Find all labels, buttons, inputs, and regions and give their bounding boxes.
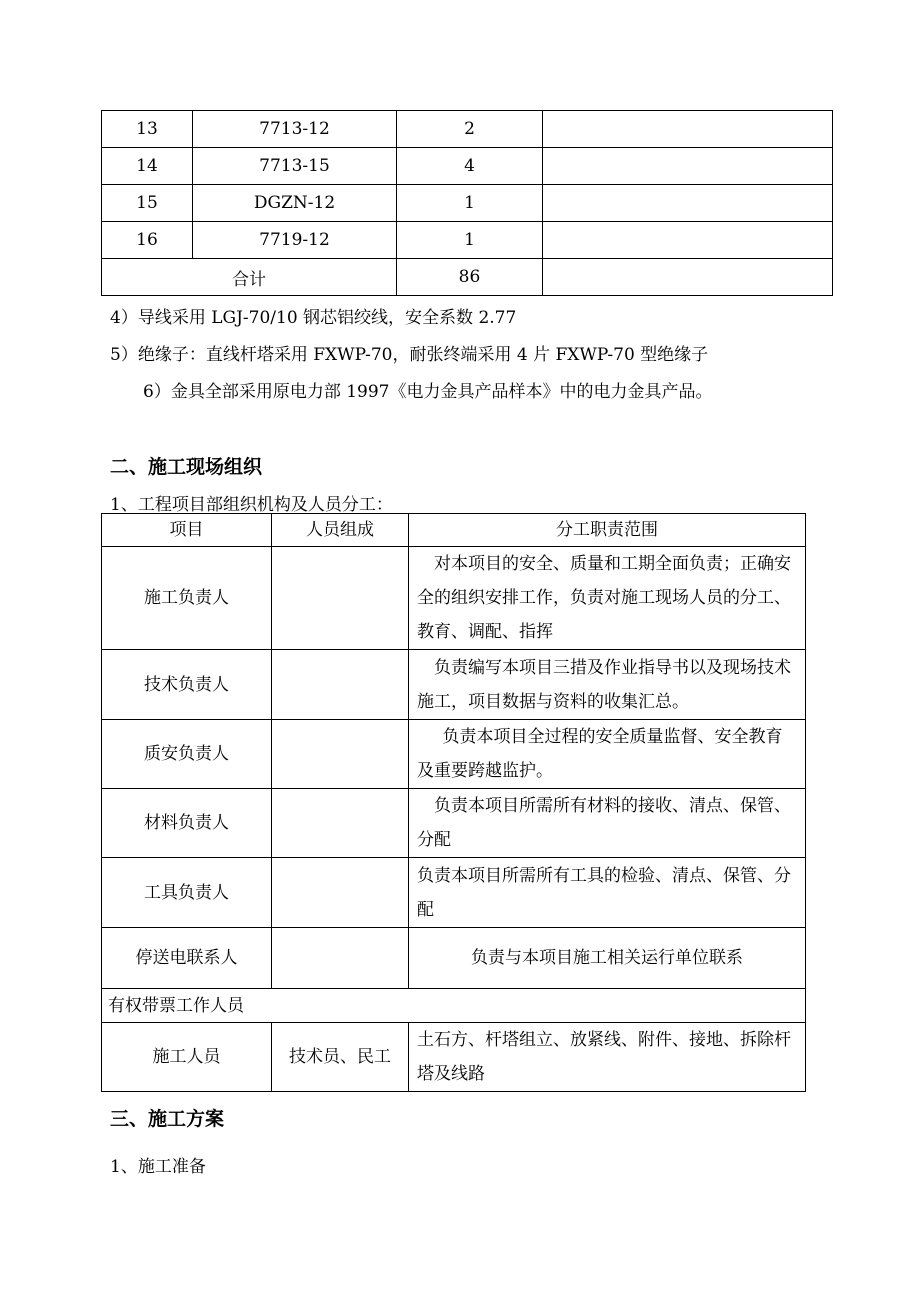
table-row	[102, 650, 806, 720]
staff-cell	[272, 928, 409, 989]
table-row	[102, 111, 833, 148]
quantity-cell: 4	[397, 148, 543, 185]
table-row	[102, 789, 806, 858]
model-cell: DGZN-12	[193, 185, 397, 222]
header-staff: 人员组成	[272, 514, 409, 547]
role-cell: 施工负责人	[102, 547, 272, 650]
section-2-subtitle: 1、工程项目部组织机构及人员分工：	[110, 495, 393, 515]
role-cell: 停送电联系人	[102, 928, 272, 989]
duty-cell: 土石方、杆塔组立、放紧线、附件、接地、拆除杆塔及线路	[409, 1023, 806, 1092]
authorized-ticket-staff-cell: 有权带票工作人员	[102, 989, 806, 1023]
duty-cell: 负责本项目所需所有材料的接收、清点、保管、分配	[409, 789, 806, 858]
total-value: 86	[397, 259, 543, 296]
row-number: 15	[102, 185, 193, 222]
duty-cell: 负责与本项目施工相关运行单位联系	[409, 928, 806, 989]
header-item: 项目	[102, 514, 272, 547]
role-cell: 质安负责人	[102, 720, 272, 789]
row-number: 16	[102, 222, 193, 259]
note-cell	[543, 111, 833, 148]
staff-cell	[272, 547, 409, 650]
staff-cell	[272, 650, 409, 720]
materials-table	[101, 110, 833, 296]
staff-cell	[272, 858, 409, 928]
note-cell	[543, 148, 833, 185]
staff-cell	[272, 789, 409, 858]
total-label: 合计	[102, 259, 397, 296]
row-number: 14	[102, 148, 193, 185]
table-row	[102, 720, 806, 789]
quantity-cell: 1	[397, 185, 543, 222]
model-cell: 7713-15	[193, 148, 397, 185]
staff-cell: 技术员、民工	[272, 1023, 409, 1092]
organization-table	[101, 513, 806, 1092]
role-cell: 工具负责人	[102, 858, 272, 928]
table-row	[102, 858, 806, 928]
section-3-heading: 三、施工方案	[110, 1108, 225, 1130]
table-row	[102, 148, 833, 185]
staff-cell	[272, 720, 409, 789]
total-row	[102, 259, 833, 296]
role-cell: 施工人员	[102, 1023, 272, 1092]
table-row	[102, 989, 806, 1023]
row-number: 13	[102, 111, 193, 148]
duty-cell: 负责本项目所需所有工具的检验、清点、保管、分配	[409, 858, 806, 928]
duty-cell: 负责本项目全过程的安全质量监督、安全教育及重要跨越监护。	[409, 720, 806, 789]
table-row	[102, 222, 833, 259]
note-insulator: 5）绝缘子：直线杆塔采用 FXWP-70，耐张终端采用 4 片 FXWP-70 型绝缘子	[110, 345, 709, 365]
table-row	[102, 547, 806, 650]
duty-cell: 对本项目的安全、质量和工期全面负责；正确安全的组织安排工作，负责对施工现场人员的分工、教育、调配、指挥	[409, 547, 806, 650]
table-row	[102, 185, 833, 222]
section-3-subtitle: 1、施工准备	[110, 1157, 206, 1177]
duty-cell: 负责编写本项目三措及作业指导书以及现场技术施工，项目数据与资料的收集汇总。	[409, 650, 806, 720]
quantity-cell: 1	[397, 222, 543, 259]
model-cell: 7713-12	[193, 111, 397, 148]
note-fittings: 6）金具全部采用原电力部 1997《电力金具产品样本》中的电力金具产品。	[143, 382, 713, 402]
table-header-row	[102, 514, 806, 547]
model-cell: 7719-12	[193, 222, 397, 259]
table-row	[102, 928, 806, 989]
note-conductor: 4）导线采用 LGJ-70/10 钢芯铝绞线，安全系数 2.77	[110, 308, 517, 328]
total-note-cell	[543, 259, 833, 296]
role-cell: 技术负责人	[102, 650, 272, 720]
header-duty: 分工职责范围	[409, 514, 806, 547]
note-cell	[543, 222, 833, 259]
table-row	[102, 1023, 806, 1092]
role-cell: 材料负责人	[102, 789, 272, 858]
section-2-heading: 二、施工现场组织	[110, 456, 263, 478]
quantity-cell: 2	[397, 111, 543, 148]
note-cell	[543, 185, 833, 222]
